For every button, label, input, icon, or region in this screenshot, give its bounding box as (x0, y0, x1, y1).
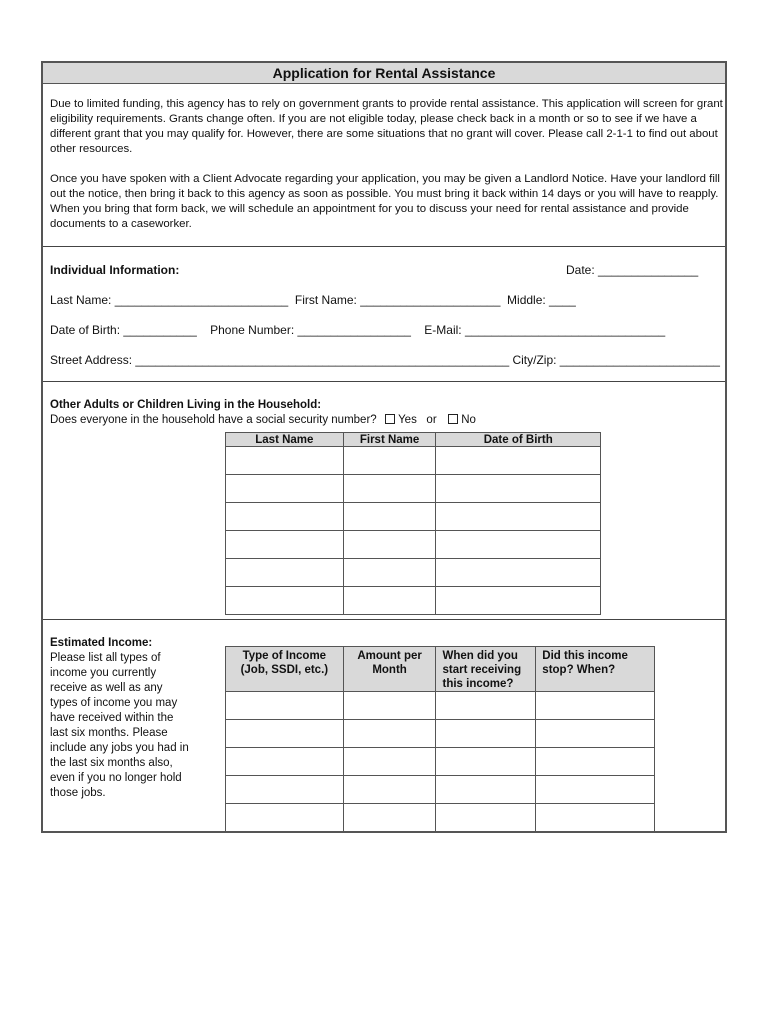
table-cell[interactable] (436, 447, 601, 475)
col-start-date: When did you start receiving this income? (436, 647, 536, 692)
col-stop-date: Did this income stop? When? (536, 647, 655, 692)
table-cell[interactable] (343, 447, 436, 475)
table-row (226, 587, 601, 615)
table-cell[interactable] (226, 720, 344, 748)
table-cell[interactable] (343, 748, 436, 776)
name-fields-row[interactable]: Last Name: __________________________ First Name: _____________________ Middle: ____ (50, 293, 576, 307)
table-row (226, 804, 655, 832)
income-heading: Estimated Income: (50, 637, 153, 649)
table-cell[interactable] (536, 776, 655, 804)
table-cell[interactable] (343, 776, 436, 804)
table-cell[interactable] (343, 692, 436, 720)
no-label: No (461, 414, 476, 426)
intro-paragraph-2: Once you have spoken with a Client Advocate regarding your application, you may be given a Landlord Notice. Have your landlord fill out the notice, then bring it back to this agency as soon as possible. You must bring it back within 14 days or you will have to reapply. When you bring that form back, we will schedule an appointment for you to discuss your need for rental assistance and provide documents to a caseworker. (50, 173, 720, 230)
table-cell[interactable] (436, 748, 536, 776)
household-heading: Other Adults or Children Living in the Household: (50, 399, 322, 411)
yes-label: Yes (398, 414, 417, 426)
table-cell[interactable] (226, 475, 344, 503)
table-cell[interactable] (226, 804, 344, 832)
table-cell[interactable] (436, 559, 601, 587)
table-cell[interactable] (226, 447, 344, 475)
rental-assistance-form (41, 61, 727, 833)
table-row (226, 692, 655, 720)
table-cell[interactable] (226, 692, 344, 720)
contact-fields-row[interactable]: Date of Birth: ___________ Phone Number: _________________ E-Mail: ______________________________ (50, 323, 666, 337)
table-row (226, 559, 601, 587)
table-cell[interactable] (343, 475, 436, 503)
table-cell[interactable] (436, 776, 536, 804)
table-cell[interactable] (436, 503, 601, 531)
table-cell[interactable] (343, 587, 436, 615)
table-cell[interactable] (226, 503, 344, 531)
table-cell[interactable] (436, 587, 601, 615)
table-row (226, 720, 655, 748)
col-first-name: First Name (343, 433, 436, 447)
table-cell[interactable] (226, 531, 344, 559)
table-cell[interactable] (536, 804, 655, 832)
address-fields-row[interactable]: Street Address: ________________________________________________________ City/Zip: ________________________ (50, 353, 720, 367)
ssn-question-row (50, 413, 476, 428)
table-row (226, 503, 601, 531)
table-cell[interactable] (343, 720, 436, 748)
date-field[interactable]: Date: _______________ (566, 263, 699, 277)
table-cell[interactable] (343, 531, 436, 559)
income-description: Please list all types of income you currently receive as well as any types of income you may have received within the last six months. Please include any jobs you had in the last six months also, even if you no longer hold those jobs. (50, 652, 189, 799)
table-cell[interactable] (343, 503, 436, 531)
table-cell[interactable] (226, 748, 344, 776)
table-cell[interactable] (436, 531, 601, 559)
col-date-of-birth: Date of Birth (436, 433, 601, 447)
table-row (226, 748, 655, 776)
col-amount-per-month: Amount per Month (343, 647, 436, 692)
intro-paragraph-1: Due to limited funding, this agency has to rely on government grants to provide rental assistance. This application will screen for grant eligibility requirements. Grants change often. If you are not eligible today, please check back in a month or so to see if we have a different grant that you may qualify for. However, there are some situations that no grant will cover. Please call 2-1-1 to find out about other resources. (50, 98, 723, 155)
no-checkbox[interactable] (448, 414, 458, 424)
table-cell[interactable] (226, 587, 344, 615)
table-cell[interactable] (436, 692, 536, 720)
or-label: or (426, 414, 437, 426)
table-cell[interactable] (226, 776, 344, 804)
table-cell[interactable] (436, 804, 536, 832)
table-row (226, 447, 601, 475)
section-divider (43, 381, 725, 382)
form-title: Application for Rental Assistance (43, 63, 725, 84)
col-type-of-income: Type of Income (Job, SSDI, etc.) (226, 647, 344, 692)
table-cell[interactable] (436, 720, 536, 748)
section-divider (43, 619, 725, 620)
yes-checkbox[interactable] (385, 414, 395, 424)
table-cell[interactable] (226, 559, 344, 587)
table-cell[interactable] (343, 559, 436, 587)
section-divider (43, 246, 725, 247)
table-cell[interactable] (536, 748, 655, 776)
income-table (225, 646, 655, 832)
table-cell[interactable] (343, 804, 436, 832)
table-cell[interactable] (536, 720, 655, 748)
individual-info-heading: Individual Information: (50, 263, 180, 277)
household-table (225, 432, 601, 615)
table-row (226, 475, 601, 503)
col-last-name: Last Name (226, 433, 344, 447)
table-row (226, 531, 601, 559)
table-cell[interactable] (436, 475, 601, 503)
ssn-question: Does everyone in the household have a social security number? (50, 414, 377, 426)
table-cell[interactable] (536, 692, 655, 720)
table-row (226, 776, 655, 804)
